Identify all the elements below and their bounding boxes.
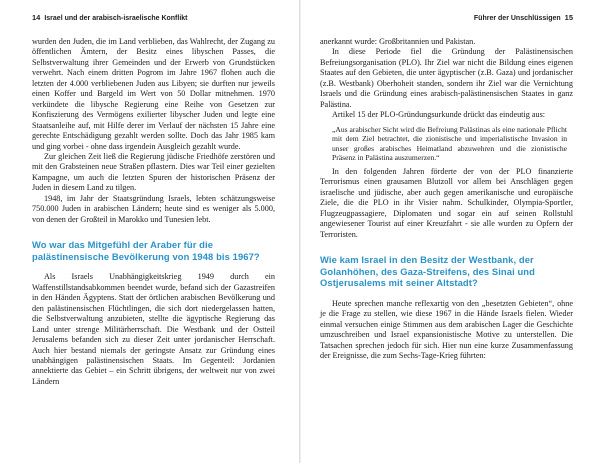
left-running-title: Israel und der arabisch-israelische Konflikt <box>44 15 188 22</box>
left-running-head <box>32 13 275 22</box>
left-paragraph-4: Als Israels Unabhängigkeitskrieg 1949 durch ein Waffenstillstandsabkommen beendet wurde, befand sich der Gazastreifen in den Händen Ägyptens. Statt der örtlichen arabischen Bevölkerung und den palästinensischen Flüchtlingen, die sich dort niedergelassen hatten, die Selbstverwaltung anzubieten, stellte die ägyptische Regierung das Land unter strenge Militärherrschaft. Die Westbank und der Ostteil Jerusalems befanden sich zu dieser Zeit unter jordanischer Herrschaft. Auch hier bestand niemals der geringste Ansatz zur Gründung eines unabhängigen palästinensischen Staats. Im Gegenteil: Jordanien annektierte das Gebiet – ein Schritt übrigens, der weltweit nur von zwei Ländern <box>32 272 275 386</box>
right-paragraph-4: In den folgenden Jahren förderte der von der PLO finanzierte Terrorismus einen grausamen Blutzoll vor allem bei Anschlägen gegen israelische und jüdische, aber auch gegen amerikanische und europäische Ziele, die die PLO in ihr Visier nahm. Schulkinder, Olympia-Sportler, Flugzeugpassagiere, Diplomaten und sogar ein auf seinen Rollstuhl angewiesener Tourist auf einer Kreuzfahrt - sie alle wurden zu Opfern der Terroristen. <box>320 167 573 239</box>
right-section-heading: Wie kam Israel in den Besitz der Westbank, der Golanhöhen, des Gaza-Streifens, des Sinai und Ostjerusalems mit seiner Altstadt? <box>320 254 535 289</box>
right-paragraph-1: anerkannt wurde: Großbritannien und Pakistan. <box>320 37 476 46</box>
right-paragraph-2: In diese Periode fiel die Gründung der Palästinensischen Befreiungsorganisation (PLO). Ihr Ziel war nicht die Bildung eines eigenen Staates auf den Gebieten, die unter ägyptischer (z.B. Gaza) und jordanischer (z.B. Westbank) Oberhoheit standen, sondern ihr Ziel war die Vernichtung Israels und die Gründung eines arabisch-palästinensischen Staates in ganz Palästina. <box>320 47 573 109</box>
left-page-number: 14 <box>32 13 41 22</box>
left-paragraph-2: Zur gleichen Zeit ließ die Regierung jüdische Friedhöfe zerstören und mit den Grabsteinen neue Straßen pflastern. Dies war Teil einer gezielten Kampagne, um auch die letzten Spuren der historischen Präsenz der Juden in diesem Land zu tilgen. <box>32 151 275 193</box>
right-page-number: 15 <box>564 13 573 22</box>
left-section-heading: Wo war das Mitgefühl der Araber für die palästinensische Bevölkerung von 1948 bis 1967? <box>32 239 260 262</box>
right-running-title: Führer der Unschlüssigen <box>473 15 561 22</box>
left-paragraph-1: wurden den Juden, die im Land verblieben, das Wahlrecht, der Zugang zu öffentlichen Ämtern, der Besitz eines libyschen Passes, die Selbstverwaltung ihrer Gemeinden und der Erwerb von Grundstücken verwehrt. Nach einem dritten Pogrom im Jahre 1967 flohen auch die letzten der 4.000 verbliebenen Juden aus Libyen; sie durften nur jeweils einen Koffer und Bargeld im Wert von 50 Dollar mitnehmen. 1970 verkündete die libysche Regierung eine Reihe von Gesetzen zur Konfiszierung des Vermögens exilierter libyscher Juden und legte eine Staatsanleihe auf, mit Hilfe derer im Verlauf der nächsten 15 Jahre eine gerechte Entschädigung gezahlt werden sollte. Doch das Jahr 1985 kam und ging vorbei - ohne dass irgendein Ausgleich gezahlt wurde. <box>32 37 275 151</box>
right-running-head <box>320 13 573 22</box>
plo-charter-quote: „Aus arabischer Sicht wird die Befreiung Palästinas als eine nationale Pflicht mit dem Ziel betrachtet, die zionistische und imperialistische Invasion in unser großes arabisches Heimatland abzuwehren und die zionistische Präsenz in Palästina auszumerzen.“ <box>332 124 567 163</box>
right-page <box>301 0 600 463</box>
right-paragraph-5: Heute sprechen manche reflexartig von den „besetzten Gebieten“, ohne je die Frage zu stellen, wie diese 1967 in die Hände Israels fielen. Wieder einmal versuchen einige Stimmen aus dem arabischen Lager die Geschichte umzuschreiben und Israel expansionistische Motive zu unterstellen. Die Tatsachen sprechen jedoch für sich. Hier nun eine kurze Zusammenfassung der Ereignisse, die zum Sechs-Tage-Krieg führten: <box>320 298 573 361</box>
right-paragraph-3: Artikel 15 der PLO-Gründungsurkunde drückt das eindeutig aus: <box>332 110 546 120</box>
left-page <box>0 0 299 463</box>
left-paragraph-3: 1948, im Jahr der Staatsgründung Israels, lebten schätzungsweise 750.000 Juden in arabischen Ländern; heute sind es weniger als 5.000, von denen der Großteil in Marokko und Tunesien lebt. <box>32 193 275 224</box>
